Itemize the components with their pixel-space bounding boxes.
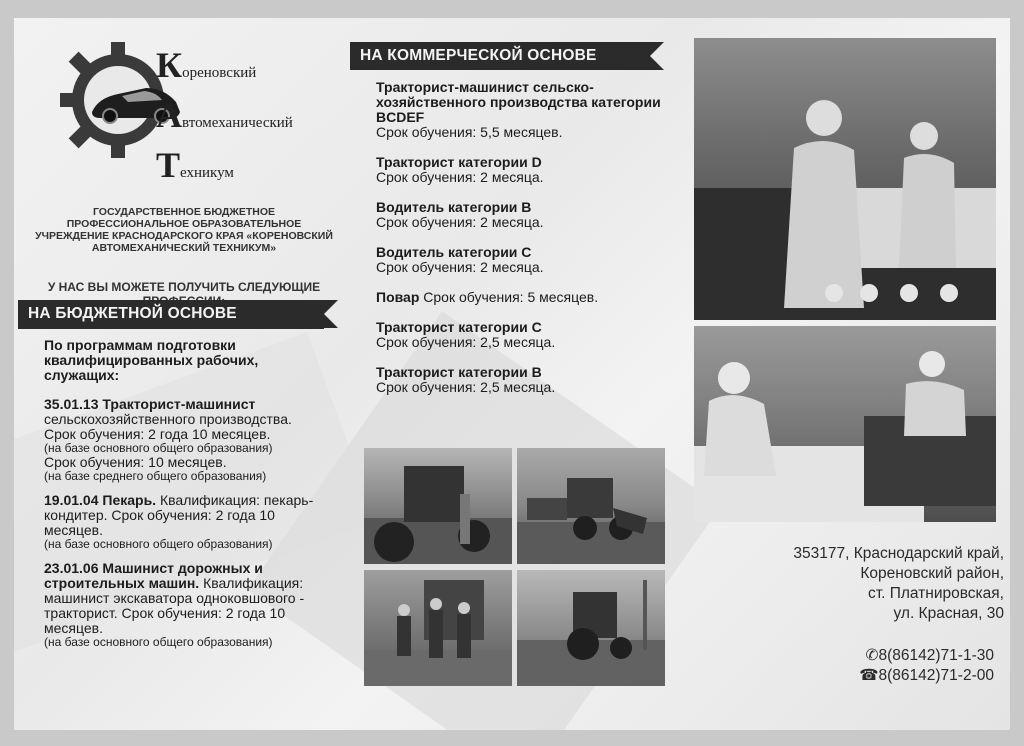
program-note: (на базе основного общего образования) <box>44 635 273 649</box>
address-line: ул. Красная, 30 <box>893 605 1004 622</box>
program-term: Срок обучения: 2 месяца. <box>376 169 544 185</box>
program-term: Срок обучения: 2 месяца. <box>376 259 544 275</box>
budget-section <box>44 338 334 659</box>
commercial-program <box>376 290 666 305</box>
program-term: Срок обучения: 2 месяца. <box>376 214 544 230</box>
program-title: Водитель категории В <box>376 199 532 215</box>
budget-program-list <box>44 397 334 649</box>
program-title: 35.01.13 Тракторист-машинист <box>44 396 256 412</box>
logo-line-3: Техникум <box>156 145 234 185</box>
program-title: 23.01.06 Машинист дорожных и строительных машин. <box>44 560 263 591</box>
budget-program <box>44 561 334 649</box>
program-title: Тракторист-машинист сельско-хозяйственного производства категории BCDEF <box>376 79 661 125</box>
photo-bakery-workers <box>694 326 996 522</box>
commercial-program <box>376 80 666 140</box>
phone-line <box>734 646 994 666</box>
program-note: (на базе основного общего образования) <box>44 441 273 455</box>
program-note: (на базе среднего общего образования) <box>44 469 267 483</box>
program-term: Срок обучения: 5,5 месяцев. <box>376 124 563 140</box>
photo-bakery-production <box>694 38 996 320</box>
address-block <box>674 544 1004 624</box>
address-line: 353177, Краснодарский край, <box>793 545 1004 562</box>
program-term: Срок обучения: 2,5 месяца. <box>376 334 556 350</box>
commercial-program <box>376 155 666 185</box>
commercial-program <box>376 245 666 275</box>
phone-block <box>734 646 994 686</box>
photo-tractor-students <box>364 448 512 564</box>
program-title: Тракторист категории С <box>376 319 542 335</box>
institution-name: ГОСУДАРСТВЕННОЕ БЮДЖЕТНОЕ ПРОФЕССИОНАЛЬНОЕ ОБРАЗОВАТЕЛЬНОЕ УЧРЕЖДЕНИЕ КРАСНОДАРСКОГО КРАЯ «КОРЕНОВСКИЙ АВТОМЕХАНИЧЕСКИЙ ТЕХНИКУМ» <box>35 206 333 254</box>
commercial-program <box>376 365 666 395</box>
program-title: Водитель категории С <box>376 244 532 260</box>
program-detail: Срок обучения: 10 месяцев. <box>44 454 227 470</box>
program-title: Тракторист категории В <box>376 364 542 380</box>
college-logo <box>58 40 328 190</box>
fax-line <box>734 666 994 686</box>
fax-icon: ☎ <box>859 667 879 684</box>
program-detail: Квалификация: машинист экскаватора одноковшового - тракторист. Срок обучения: 2 года 10 месяцев. <box>44 575 305 636</box>
offer-heading: У НАС ВЫ МОЖЕТЕ ПОЛУЧИТЬ СЛЕДУЮЩИЕ <box>47 280 321 294</box>
program-term: Срок обучения: 5 месяцев. <box>423 289 599 305</box>
program-title: Повар <box>376 289 420 305</box>
phone-number: 8(86142)71-1-30 <box>878 647 994 664</box>
commercial-program-list <box>376 80 666 410</box>
photo-tractor-field <box>517 570 665 686</box>
commercial-banner: НА КОММЕРЧЕСКОЙ ОСНОВЕ <box>350 42 650 70</box>
program-detail: сельскохозяйственного производства. <box>44 411 292 427</box>
program-title: Тракторист категории D <box>376 154 542 170</box>
program-detail: Срок обучения: 2 года 10 месяцев. <box>44 426 271 442</box>
program-detail: Квалификация: пекарь-кондитер. Срок обучения: 2 года 10 месяцев. <box>44 492 314 538</box>
fax-number: 8(86142)71-2-00 <box>878 667 994 684</box>
program-term: Срок обучения: 2,5 месяца. <box>376 379 556 395</box>
budget-intro: По программам подготовки квалифицированных рабочих, служащих: <box>44 337 259 383</box>
logo-line-2: Автомеханический <box>156 95 293 135</box>
address-line: Кореновский район, <box>860 565 1004 582</box>
program-note: (на базе основного общего образования) <box>44 537 273 551</box>
photo-students-group <box>364 570 512 686</box>
photo-loader <box>517 448 665 564</box>
address-line: ст. Платнировская, <box>867 585 1004 602</box>
brochure-sheet <box>14 18 1010 730</box>
program-title: 19.01.04 Пекарь. <box>44 492 157 508</box>
commercial-program <box>376 320 666 350</box>
budget-program <box>44 397 334 483</box>
budget-program <box>44 493 334 551</box>
commercial-program <box>376 200 666 230</box>
budget-banner: НА БЮДЖЕТНОЙ ОСНОВЕ <box>18 300 324 329</box>
logo-line-1: Кореновский <box>156 45 257 85</box>
phone-icon: ✆ <box>865 647 879 664</box>
